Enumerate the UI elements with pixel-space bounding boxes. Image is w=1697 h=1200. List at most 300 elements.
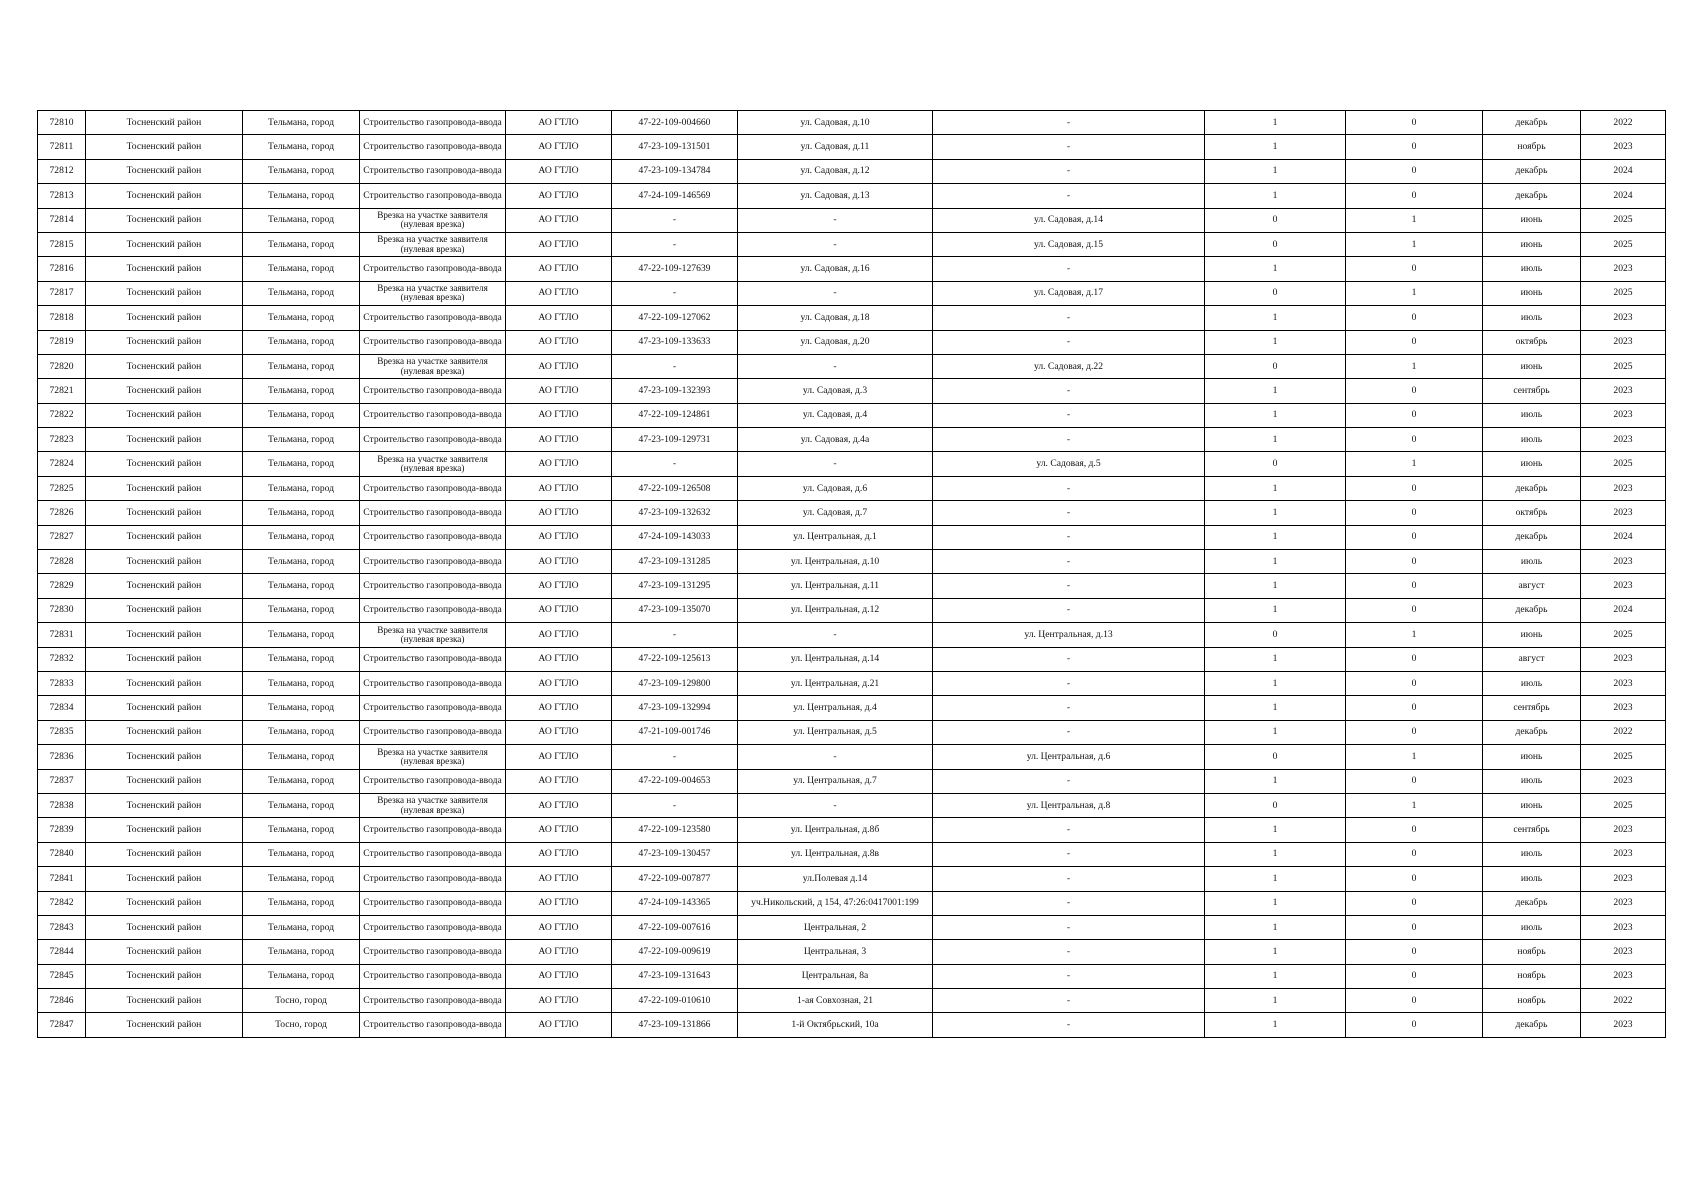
- cell-id: 72823: [38, 428, 86, 452]
- cell-tu-number: 47-23-109-131501: [612, 135, 738, 159]
- cell-district: Тосненский район: [86, 403, 243, 427]
- cell-applicant-address: -: [933, 1013, 1205, 1037]
- cell-year: 2023: [1581, 964, 1666, 988]
- cell-organization: АО ГТЛО: [506, 793, 612, 817]
- cell-work-type: Строительство газопровода-ввода: [360, 696, 506, 720]
- table-row: [38, 745, 1666, 769]
- cell-tu-number: 47-23-109-130457: [612, 842, 738, 866]
- cell-count-a: 1: [1205, 696, 1346, 720]
- cell-district: Тосненский район: [86, 476, 243, 500]
- cell-count-a: 0: [1205, 354, 1346, 378]
- table-row: [38, 891, 1666, 915]
- cell-id: 72845: [38, 964, 86, 988]
- cell-id: 72838: [38, 793, 86, 817]
- table-row: [38, 1013, 1666, 1037]
- cell-district: Тосненский район: [86, 550, 243, 574]
- cell-count-b: 0: [1346, 769, 1483, 793]
- cell-count-a: 1: [1205, 720, 1346, 744]
- cell-district: Тосненский район: [86, 159, 243, 183]
- cell-month: июль: [1483, 915, 1581, 939]
- cell-year: 2023: [1581, 330, 1666, 354]
- cell-district: Тосненский район: [86, 135, 243, 159]
- cell-address: 1-й Октябрьский, 10а: [738, 1013, 933, 1037]
- cell-count-a: 0: [1205, 232, 1346, 256]
- cell-count-a: 1: [1205, 915, 1346, 939]
- cell-year: 2024: [1581, 184, 1666, 208]
- cell-work-type: Строительство газопровода-ввода: [360, 647, 506, 671]
- cell-locality: Тельмана, город: [243, 159, 360, 183]
- cell-year: 2023: [1581, 696, 1666, 720]
- cell-organization: АО ГТЛО: [506, 306, 612, 330]
- cell-count-a: 0: [1205, 623, 1346, 647]
- cell-id: 72836: [38, 745, 86, 769]
- cell-year: 2025: [1581, 793, 1666, 817]
- cell-work-type: Строительство газопровода-ввода: [360, 891, 506, 915]
- cell-locality: Тельмана, город: [243, 452, 360, 476]
- table-row: [38, 989, 1666, 1013]
- cell-year: 2023: [1581, 1013, 1666, 1037]
- cell-district: Тосненский район: [86, 501, 243, 525]
- cell-applicant-address: -: [933, 257, 1205, 281]
- table-row: [38, 525, 1666, 549]
- cell-address: -: [738, 354, 933, 378]
- cell-address: -: [738, 232, 933, 256]
- cell-work-type: Строительство газопровода-ввода: [360, 550, 506, 574]
- cell-locality: Тельмана, город: [243, 867, 360, 891]
- cell-count-b: 0: [1346, 915, 1483, 939]
- cell-applicant-address: -: [933, 891, 1205, 915]
- cell-count-a: 1: [1205, 891, 1346, 915]
- cell-locality: Тельмана, город: [243, 257, 360, 281]
- cell-count-b: 0: [1346, 330, 1483, 354]
- cell-address: -: [738, 208, 933, 232]
- cell-applicant-address: -: [933, 647, 1205, 671]
- cell-district: Тосненский район: [86, 696, 243, 720]
- cell-count-b: 0: [1346, 184, 1483, 208]
- cell-applicant-address: -: [933, 379, 1205, 403]
- cell-month: август: [1483, 574, 1581, 598]
- cell-organization: АО ГТЛО: [506, 745, 612, 769]
- cell-locality: Тельмана, город: [243, 940, 360, 964]
- cell-address: ул. Центральная, д.14: [738, 647, 933, 671]
- table-row: [38, 501, 1666, 525]
- cell-locality: Тельмана, город: [243, 842, 360, 866]
- cell-tu-number: 47-23-109-132632: [612, 501, 738, 525]
- cell-applicant-address: -: [933, 940, 1205, 964]
- cell-district: Тосненский район: [86, 989, 243, 1013]
- cell-district: Тосненский район: [86, 842, 243, 866]
- cell-count-a: 0: [1205, 452, 1346, 476]
- table-row: [38, 208, 1666, 232]
- table-row: [38, 306, 1666, 330]
- cell-month: июль: [1483, 403, 1581, 427]
- cell-year: 2025: [1581, 623, 1666, 647]
- cell-applicant-address: ул. Садовая, д.17: [933, 281, 1205, 305]
- cell-locality: Тельмана, город: [243, 111, 360, 135]
- cell-applicant-address: ул. Садовая, д.5: [933, 452, 1205, 476]
- cell-year: 2022: [1581, 111, 1666, 135]
- cell-count-b: 0: [1346, 867, 1483, 891]
- cell-count-a: 1: [1205, 403, 1346, 427]
- cell-locality: Тельмана, город: [243, 330, 360, 354]
- table-row: [38, 159, 1666, 183]
- cell-count-a: 1: [1205, 1013, 1346, 1037]
- cell-address: -: [738, 281, 933, 305]
- cell-district: Тосненский район: [86, 306, 243, 330]
- cell-work-type: Строительство газопровода-ввода: [360, 159, 506, 183]
- cell-address: ул. Центральная, д.21: [738, 671, 933, 695]
- cell-month: июнь: [1483, 452, 1581, 476]
- cell-applicant-address: -: [933, 428, 1205, 452]
- cell-work-type: Врезка на участке заявителя (нулевая врезка): [360, 232, 506, 256]
- cell-id: 72816: [38, 257, 86, 281]
- cell-applicant-address: -: [933, 135, 1205, 159]
- cell-address: ул. Центральная, д.8б: [738, 818, 933, 842]
- cell-count-b: 1: [1346, 281, 1483, 305]
- cell-district: Тосненский район: [86, 525, 243, 549]
- cell-id: 72810: [38, 111, 86, 135]
- cell-work-type: Врезка на участке заявителя (нулевая врезка): [360, 793, 506, 817]
- table-row: [38, 623, 1666, 647]
- table-row: [38, 915, 1666, 939]
- cell-applicant-address: -: [933, 184, 1205, 208]
- cell-id: 72833: [38, 671, 86, 695]
- cell-count-b: 0: [1346, 111, 1483, 135]
- cell-locality: Тельмана, город: [243, 550, 360, 574]
- cell-id: 72821: [38, 379, 86, 403]
- cell-work-type: Врезка на участке заявителя (нулевая врезка): [360, 452, 506, 476]
- table-row: [38, 403, 1666, 427]
- cell-month: декабрь: [1483, 525, 1581, 549]
- cell-applicant-address: -: [933, 696, 1205, 720]
- cell-month: сентябрь: [1483, 696, 1581, 720]
- cell-work-type: Врезка на участке заявителя (нулевая врезка): [360, 354, 506, 378]
- table-row: [38, 940, 1666, 964]
- cell-locality: Тельмана, город: [243, 720, 360, 744]
- cell-tu-number: 47-22-109-007877: [612, 867, 738, 891]
- cell-organization: АО ГТЛО: [506, 281, 612, 305]
- table-row: [38, 867, 1666, 891]
- cell-organization: АО ГТЛО: [506, 818, 612, 842]
- cell-locality: Тельмана, город: [243, 769, 360, 793]
- cell-count-a: 1: [1205, 525, 1346, 549]
- cell-id: 72841: [38, 867, 86, 891]
- cell-district: Тосненский район: [86, 769, 243, 793]
- table-row: [38, 452, 1666, 476]
- cell-count-a: 1: [1205, 769, 1346, 793]
- cell-applicant-address: -: [933, 403, 1205, 427]
- cell-district: Тосненский район: [86, 184, 243, 208]
- cell-count-a: 1: [1205, 135, 1346, 159]
- cell-tu-number: 47-22-109-126508: [612, 476, 738, 500]
- cell-organization: АО ГТЛО: [506, 623, 612, 647]
- table-row: [38, 428, 1666, 452]
- cell-tu-number: -: [612, 281, 738, 305]
- cell-id: 72832: [38, 647, 86, 671]
- cell-month: декабрь: [1483, 111, 1581, 135]
- cell-applicant-address: -: [933, 989, 1205, 1013]
- cell-applicant-address: -: [933, 550, 1205, 574]
- cell-applicant-address: -: [933, 159, 1205, 183]
- cell-count-a: 0: [1205, 745, 1346, 769]
- cell-work-type: Строительство газопровода-ввода: [360, 769, 506, 793]
- cell-locality: Тельмана, город: [243, 647, 360, 671]
- cell-organization: АО ГТЛО: [506, 403, 612, 427]
- cell-count-a: 1: [1205, 940, 1346, 964]
- cell-month: ноябрь: [1483, 940, 1581, 964]
- cell-tu-number: 47-23-109-133633: [612, 330, 738, 354]
- cell-count-b: 0: [1346, 647, 1483, 671]
- cell-address: ул. Садовая, д.4: [738, 403, 933, 427]
- cell-month: октябрь: [1483, 330, 1581, 354]
- cell-work-type: Строительство газопровода-ввода: [360, 111, 506, 135]
- cell-count-b: 1: [1346, 452, 1483, 476]
- cell-count-a: 1: [1205, 818, 1346, 842]
- cell-year: 2024: [1581, 525, 1666, 549]
- cell-tu-number: 47-22-109-007616: [612, 915, 738, 939]
- cell-year: 2023: [1581, 476, 1666, 500]
- cell-district: Тосненский район: [86, 232, 243, 256]
- cell-address: ул. Центральная, д.12: [738, 598, 933, 622]
- table-row: [38, 281, 1666, 305]
- cell-count-a: 1: [1205, 257, 1346, 281]
- cell-year: 2023: [1581, 403, 1666, 427]
- cell-locality: Тельмана, город: [243, 745, 360, 769]
- cell-id: 72842: [38, 891, 86, 915]
- cell-month: декабрь: [1483, 184, 1581, 208]
- cell-count-b: 0: [1346, 818, 1483, 842]
- cell-tu-number: 47-22-109-004653: [612, 769, 738, 793]
- cell-month: ноябрь: [1483, 989, 1581, 1013]
- cell-address: ул. Садовая, д.12: [738, 159, 933, 183]
- cell-tu-number: 47-23-109-135070: [612, 598, 738, 622]
- cell-address: ул. Садовая, д.6: [738, 476, 933, 500]
- cell-district: Тосненский район: [86, 671, 243, 695]
- cell-count-a: 1: [1205, 306, 1346, 330]
- cell-year: 2023: [1581, 818, 1666, 842]
- cell-tu-number: 47-24-109-146569: [612, 184, 738, 208]
- cell-district: Тосненский район: [86, 257, 243, 281]
- cell-district: Тосненский район: [86, 891, 243, 915]
- cell-locality: Тельмана, город: [243, 281, 360, 305]
- cell-organization: АО ГТЛО: [506, 1013, 612, 1037]
- cell-id: 72812: [38, 159, 86, 183]
- cell-applicant-address: -: [933, 111, 1205, 135]
- cell-applicant-address: ул. Садовая, д.15: [933, 232, 1205, 256]
- cell-count-b: 0: [1346, 306, 1483, 330]
- cell-address: -: [738, 452, 933, 476]
- cell-district: Тосненский район: [86, 354, 243, 378]
- cell-organization: АО ГТЛО: [506, 550, 612, 574]
- cell-tu-number: -: [612, 232, 738, 256]
- cell-tu-number: -: [612, 793, 738, 817]
- cell-address: ул. Садовая, д.13: [738, 184, 933, 208]
- cell-organization: АО ГТЛО: [506, 598, 612, 622]
- cell-count-a: 1: [1205, 574, 1346, 598]
- cell-year: 2023: [1581, 867, 1666, 891]
- cell-count-b: 0: [1346, 891, 1483, 915]
- cell-count-a: 1: [1205, 111, 1346, 135]
- cell-locality: Тосно, город: [243, 989, 360, 1013]
- cell-count-b: 0: [1346, 671, 1483, 695]
- cell-id: 72846: [38, 989, 86, 1013]
- cell-count-a: 1: [1205, 867, 1346, 891]
- cell-tu-number: -: [612, 452, 738, 476]
- cell-applicant-address: -: [933, 598, 1205, 622]
- cell-month: июнь: [1483, 208, 1581, 232]
- cell-id: 72813: [38, 184, 86, 208]
- cell-organization: АО ГТЛО: [506, 476, 612, 500]
- cell-tu-number: 47-22-109-124861: [612, 403, 738, 427]
- cell-count-b: 0: [1346, 940, 1483, 964]
- cell-tu-number: 47-23-109-131643: [612, 964, 738, 988]
- cell-count-b: 0: [1346, 476, 1483, 500]
- cell-month: июнь: [1483, 623, 1581, 647]
- table-row: [38, 330, 1666, 354]
- cell-locality: Тельмана, город: [243, 476, 360, 500]
- table-row: [38, 135, 1666, 159]
- cell-applicant-address: -: [933, 867, 1205, 891]
- cell-id: 72815: [38, 232, 86, 256]
- cell-work-type: Строительство газопровода-ввода: [360, 720, 506, 744]
- cell-district: Тосненский район: [86, 720, 243, 744]
- cell-district: Тосненский район: [86, 452, 243, 476]
- cell-count-a: 0: [1205, 281, 1346, 305]
- cell-organization: АО ГТЛО: [506, 501, 612, 525]
- cell-locality: Тельмана, город: [243, 501, 360, 525]
- cell-tu-number: 47-23-109-131295: [612, 574, 738, 598]
- cell-count-a: 1: [1205, 159, 1346, 183]
- cell-organization: АО ГТЛО: [506, 671, 612, 695]
- cell-id: 72819: [38, 330, 86, 354]
- cell-count-b: 0: [1346, 574, 1483, 598]
- cell-work-type: Строительство газопровода-ввода: [360, 964, 506, 988]
- cell-year: 2023: [1581, 769, 1666, 793]
- cell-organization: АО ГТЛО: [506, 111, 612, 135]
- cell-year: 2025: [1581, 354, 1666, 378]
- cell-id: 72831: [38, 623, 86, 647]
- cell-work-type: Врезка на участке заявителя (нулевая врезка): [360, 745, 506, 769]
- cell-id: 72843: [38, 915, 86, 939]
- cell-work-type: Строительство газопровода-ввода: [360, 306, 506, 330]
- cell-organization: АО ГТЛО: [506, 940, 612, 964]
- cell-work-type: Строительство газопровода-ввода: [360, 598, 506, 622]
- cell-tu-number: 47-23-109-129731: [612, 428, 738, 452]
- cell-district: Тосненский район: [86, 964, 243, 988]
- cell-year: 2022: [1581, 989, 1666, 1013]
- cell-month: июль: [1483, 550, 1581, 574]
- cell-id: 72829: [38, 574, 86, 598]
- cell-count-b: 1: [1346, 208, 1483, 232]
- cell-applicant-address: ул. Садовая, д.14: [933, 208, 1205, 232]
- cell-locality: Тельмана, город: [243, 623, 360, 647]
- cell-count-b: 1: [1346, 232, 1483, 256]
- cell-tu-number: 47-24-109-143365: [612, 891, 738, 915]
- cell-address: ул. Садовая, д.20: [738, 330, 933, 354]
- cell-district: Тосненский район: [86, 915, 243, 939]
- cell-locality: Тельмана, город: [243, 306, 360, 330]
- cell-id: 72835: [38, 720, 86, 744]
- table-row: [38, 769, 1666, 793]
- cell-id: 72837: [38, 769, 86, 793]
- cell-count-a: 1: [1205, 842, 1346, 866]
- cell-locality: Тельмана, город: [243, 891, 360, 915]
- cell-tu-number: 47-21-109-001746: [612, 720, 738, 744]
- table-body: [38, 111, 1666, 1038]
- cell-district: Тосненский район: [86, 647, 243, 671]
- cell-address: уч.Никольский, д 154, 47:26:0417001:199: [738, 891, 933, 915]
- cell-id: 72826: [38, 501, 86, 525]
- cell-applicant-address: ул. Центральная, д.13: [933, 623, 1205, 647]
- cell-address: Центральная, 3: [738, 940, 933, 964]
- cell-month: июль: [1483, 306, 1581, 330]
- cell-organization: АО ГТЛО: [506, 135, 612, 159]
- cell-applicant-address: -: [933, 769, 1205, 793]
- cell-tu-number: 47-22-109-004660: [612, 111, 738, 135]
- cell-address: ул. Центральная, д.5: [738, 720, 933, 744]
- cell-applicant-address: -: [933, 501, 1205, 525]
- cell-address: -: [738, 623, 933, 647]
- cell-work-type: Строительство газопровода-ввода: [360, 940, 506, 964]
- cell-organization: АО ГТЛО: [506, 696, 612, 720]
- cell-month: июль: [1483, 428, 1581, 452]
- cell-id: 72839: [38, 818, 86, 842]
- cell-organization: АО ГТЛО: [506, 330, 612, 354]
- cell-district: Тосненский район: [86, 867, 243, 891]
- cell-work-type: Строительство газопровода-ввода: [360, 501, 506, 525]
- cell-count-a: 1: [1205, 550, 1346, 574]
- cell-id: 72822: [38, 403, 86, 427]
- cell-address: ул. Садовая, д.3: [738, 379, 933, 403]
- cell-count-a: 0: [1205, 793, 1346, 817]
- cell-district: Тосненский район: [86, 1013, 243, 1037]
- cell-locality: Тельмана, город: [243, 208, 360, 232]
- cell-month: декабрь: [1483, 720, 1581, 744]
- cell-district: Тосненский район: [86, 793, 243, 817]
- cell-month: декабрь: [1483, 476, 1581, 500]
- cell-count-b: 0: [1346, 720, 1483, 744]
- cell-month: июль: [1483, 769, 1581, 793]
- cell-locality: Тельмана, город: [243, 525, 360, 549]
- cell-tu-number: 47-23-109-132994: [612, 696, 738, 720]
- cell-organization: АО ГТЛО: [506, 428, 612, 452]
- cell-address: ул. Центральная, д.1: [738, 525, 933, 549]
- cell-locality: Тельмана, город: [243, 135, 360, 159]
- cell-count-a: 1: [1205, 647, 1346, 671]
- table-row: [38, 379, 1666, 403]
- cell-id: 72817: [38, 281, 86, 305]
- cell-tu-number: -: [612, 745, 738, 769]
- cell-month: июль: [1483, 867, 1581, 891]
- table-row: [38, 184, 1666, 208]
- cell-year: 2023: [1581, 842, 1666, 866]
- cell-address: ул. Садовая, д.7: [738, 501, 933, 525]
- table-row: [38, 257, 1666, 281]
- cell-month: октябрь: [1483, 501, 1581, 525]
- cell-year: 2023: [1581, 501, 1666, 525]
- cell-applicant-address: -: [933, 306, 1205, 330]
- cell-year: 2024: [1581, 159, 1666, 183]
- cell-organization: АО ГТЛО: [506, 354, 612, 378]
- cell-tu-number: -: [612, 208, 738, 232]
- cell-organization: АО ГТЛО: [506, 159, 612, 183]
- table-row: [38, 354, 1666, 378]
- cell-count-b: 0: [1346, 1013, 1483, 1037]
- cell-address: ул. Садовая, д.4а: [738, 428, 933, 452]
- cell-month: сентябрь: [1483, 818, 1581, 842]
- cell-month: сентябрь: [1483, 379, 1581, 403]
- cell-applicant-address: -: [933, 574, 1205, 598]
